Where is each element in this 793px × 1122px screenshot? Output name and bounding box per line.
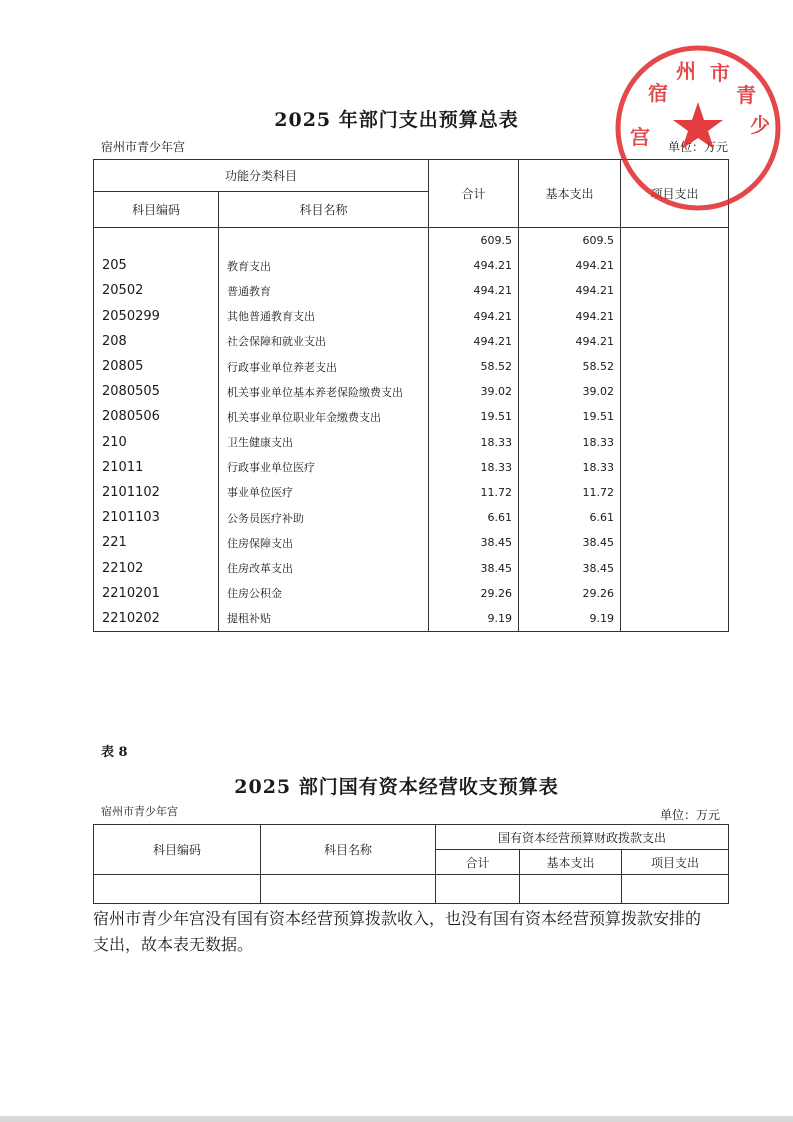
row-name: 机关事业单位基本养老保险缴费支出: [219, 379, 429, 404]
row-total: 494.21: [429, 278, 519, 303]
table-row: [94, 354, 729, 379]
svg-text:州: 州: [676, 59, 696, 83]
table2-label: 表 8: [101, 745, 128, 760]
row-total: 11.72: [429, 480, 519, 505]
row-basic: 11.72: [519, 480, 621, 505]
row-total: 38.45: [429, 530, 519, 555]
row-code: 221: [94, 530, 219, 555]
row-total: 18.33: [429, 455, 519, 480]
row-name: 事业单位医疗: [219, 480, 429, 505]
table2-title: 2025 部门国有资本经营收支预算表: [234, 776, 559, 798]
row-total: 19.51: [429, 404, 519, 429]
row-code: 210: [94, 430, 219, 455]
table-row: [94, 379, 729, 404]
row-project: [621, 455, 729, 480]
t2-empty-cell: [622, 875, 729, 904]
row-basic: 6.61: [519, 505, 621, 530]
row-project: [621, 354, 729, 379]
budget-expenditure-table: [93, 159, 729, 632]
table-row: [94, 329, 729, 354]
t2-header-group: 国有资本经营预算财政拨款支出: [436, 825, 729, 850]
row-total: 609.5: [429, 228, 519, 254]
table2-unit: 单位：万元: [660, 808, 721, 822]
row-project: [621, 404, 729, 429]
row-project: [621, 253, 729, 278]
row-project: [621, 606, 729, 632]
svg-text:市: 市: [710, 61, 730, 85]
row-basic: 494.21: [519, 253, 621, 278]
table-row: [94, 505, 729, 530]
row-project: [621, 228, 729, 254]
row-basic: 494.21: [519, 329, 621, 354]
header-name: 科目名称: [219, 192, 429, 228]
table-row: [94, 430, 729, 455]
row-name: 住房公积金: [219, 581, 429, 606]
row-basic: 58.52: [519, 354, 621, 379]
row-basic: 18.33: [519, 455, 621, 480]
row-project: [621, 555, 729, 580]
row-basic: 494.21: [519, 304, 621, 329]
row-name: [219, 228, 429, 254]
row-basic: 38.45: [519, 530, 621, 555]
header-total: 合计: [429, 160, 519, 228]
row-name: 行政事业单位养老支出: [219, 354, 429, 379]
row-basic: 494.21: [519, 278, 621, 303]
table-row: [94, 253, 729, 278]
row-name: 其他普通教育支出: [219, 304, 429, 329]
row-code: 21011: [94, 455, 219, 480]
row-project: [621, 278, 729, 303]
table-row: [94, 404, 729, 429]
row-code: 22102: [94, 555, 219, 580]
row-project: [621, 581, 729, 606]
svg-text:少: 少: [750, 113, 770, 137]
svg-text:宫: 宫: [630, 125, 650, 149]
row-project: [621, 329, 729, 354]
row-code: 2080506: [94, 404, 219, 429]
row-total: 494.21: [429, 329, 519, 354]
row-code: 2101102: [94, 480, 219, 505]
t2-empty-cell: [520, 875, 622, 904]
row-code: 205: [94, 253, 219, 278]
header-project: 项目支出: [621, 160, 729, 228]
no-data-note: 宿州市青少年宫没有国有资本经营预算拨款收入，也没有国有资本经营预算拨款安排的支出，故本表无数据。: [93, 909, 702, 954]
row-total: 29.26: [429, 581, 519, 606]
row-basic: 9.19: [519, 606, 621, 632]
table1-unit: 单位：万元: [668, 140, 729, 154]
t2-header-basic: 基本支出: [520, 850, 622, 875]
row-total: 58.52: [429, 354, 519, 379]
row-code: 2050299: [94, 304, 219, 329]
row-name: 普通教育: [219, 278, 429, 303]
row-code: 20805: [94, 354, 219, 379]
row-project: [621, 379, 729, 404]
row-name: 公务员医疗补助: [219, 505, 429, 530]
row-name: 住房保障支出: [219, 530, 429, 555]
row-basic: 19.51: [519, 404, 621, 429]
t2-header-name: 科目名称: [261, 825, 436, 875]
seal-star-icon: [673, 102, 723, 149]
row-total: 494.21: [429, 304, 519, 329]
row-basic: 29.26: [519, 581, 621, 606]
table-row: [94, 480, 729, 505]
t2-header-project: 项目支出: [622, 850, 729, 875]
table-row: [94, 455, 729, 480]
header-category: 功能分类科目: [94, 160, 429, 192]
row-total: 39.02: [429, 379, 519, 404]
table-row: [94, 606, 729, 632]
row-total: 18.33: [429, 430, 519, 455]
t2-header-code: 科目编码: [94, 825, 261, 875]
table1-title: 2025 年部门支出预算总表: [274, 109, 519, 131]
svg-text:宿: 宿: [648, 81, 668, 105]
svg-text:青: 青: [736, 83, 756, 107]
table-row: [94, 228, 729, 254]
row-basic: 609.5: [519, 228, 621, 254]
row-code: [94, 228, 219, 254]
table-row: [94, 555, 729, 580]
row-name: 提租补贴: [219, 606, 429, 632]
row-project: [621, 505, 729, 530]
row-code: 2210201: [94, 581, 219, 606]
t2-empty-cell: [94, 875, 261, 904]
row-project: [621, 304, 729, 329]
row-basic: 18.33: [519, 430, 621, 455]
table-row: [94, 581, 729, 606]
row-total: 38.45: [429, 555, 519, 580]
row-code: 2080505: [94, 379, 219, 404]
row-name: 住房改革支出: [219, 555, 429, 580]
row-project: [621, 430, 729, 455]
official-seal: [610, 40, 786, 216]
table-row: [94, 278, 729, 303]
row-total: 6.61: [429, 505, 519, 530]
t2-empty-cell: [261, 875, 436, 904]
header-basic: 基本支出: [519, 160, 621, 228]
table-row: [94, 304, 729, 329]
row-code: 20502: [94, 278, 219, 303]
row-name: 机关事业单位职业年金缴费支出: [219, 404, 429, 429]
table-row: [94, 530, 729, 555]
table1-org: 宿州市青少年宫: [101, 140, 186, 154]
t2-empty-cell: [436, 875, 520, 904]
state-capital-budget-table: [93, 824, 729, 904]
header-code: 科目编码: [94, 192, 219, 228]
row-code: 2101103: [94, 505, 219, 530]
scan-edge: [0, 1116, 793, 1122]
table2-org: 宿州市青少年宫: [101, 805, 178, 818]
row-name: 行政事业单位医疗: [219, 455, 429, 480]
row-total: 494.21: [429, 253, 519, 278]
row-basic: 38.45: [519, 555, 621, 580]
row-name: 卫生健康支出: [219, 430, 429, 455]
row-name: 社会保障和就业支出: [219, 329, 429, 354]
row-basic: 39.02: [519, 379, 621, 404]
row-total: 9.19: [429, 606, 519, 632]
row-project: [621, 530, 729, 555]
row-name: 教育支出: [219, 253, 429, 278]
t2-header-total: 合计: [436, 850, 520, 875]
row-code: 208: [94, 329, 219, 354]
row-code: 2210202: [94, 606, 219, 632]
row-project: [621, 480, 729, 505]
